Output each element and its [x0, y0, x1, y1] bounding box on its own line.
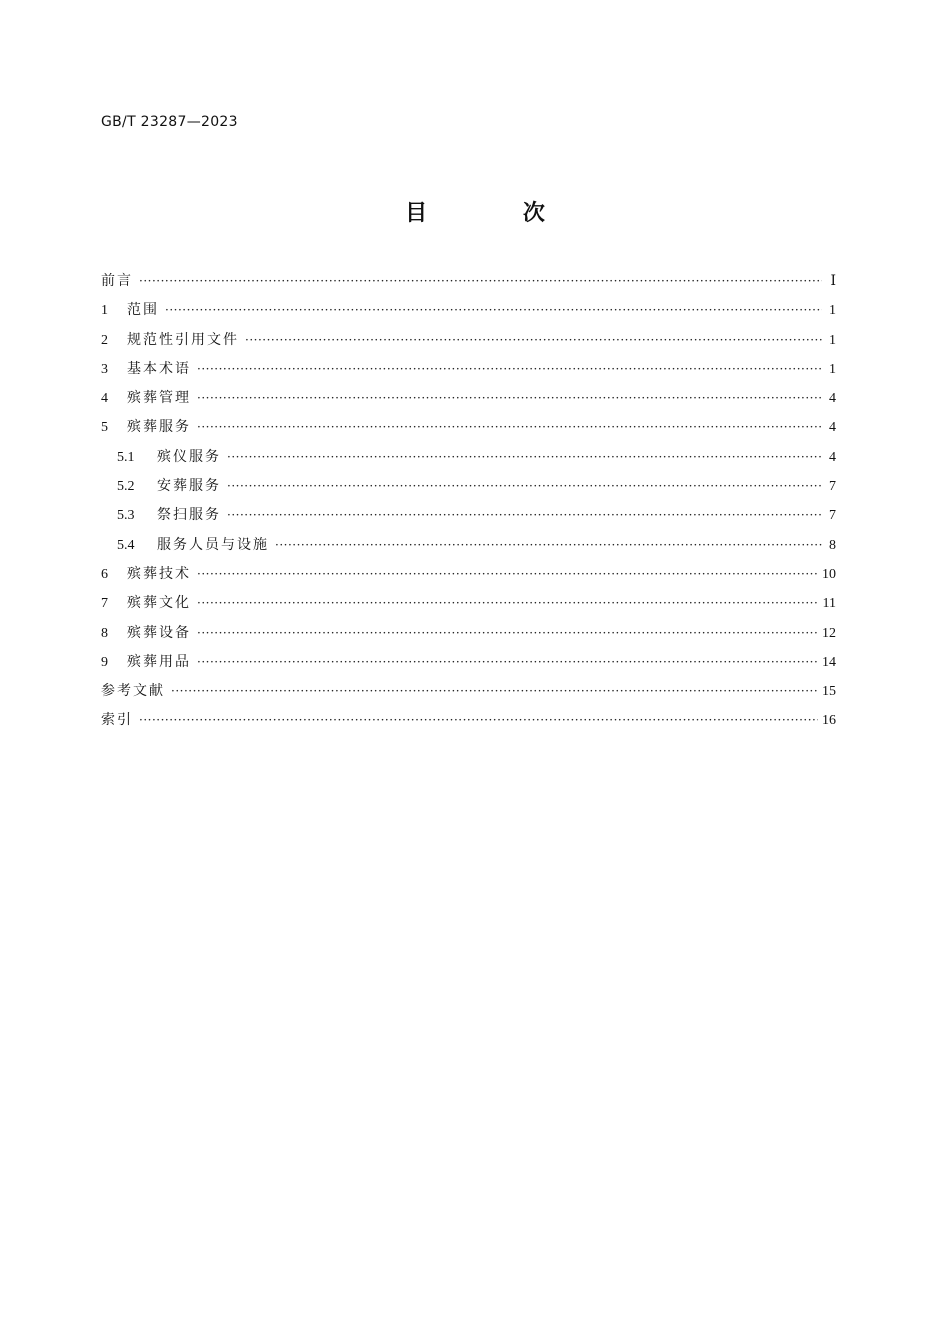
- toc-entry-label: 范围: [127, 302, 159, 319]
- toc-entry-label: 殡葬用品: [127, 653, 191, 670]
- toc-entry-number: 5.3: [117, 508, 135, 524]
- toc-entry-label: 殡葬技术: [127, 565, 191, 582]
- toc-entry-label: 殡葬文化: [127, 595, 191, 612]
- toc-leader-dots: [197, 420, 822, 434]
- toc-entry-label: 祭扫服务: [157, 507, 221, 524]
- toc-entry-page: 1: [829, 361, 836, 377]
- toc-entry-page: 4: [829, 391, 836, 407]
- table-of-contents: [101, 270, 836, 739]
- toc-entry-basic-terms[interactable]: [101, 358, 836, 387]
- toc-entry-label: 殡葬设备: [127, 624, 191, 641]
- toc-entry-service-staff-facilities[interactable]: [101, 534, 836, 563]
- toc-leader-dots: [139, 274, 822, 288]
- toc-leader-dots: [227, 479, 822, 493]
- toc-entry-foreword[interactable]: [101, 270, 836, 299]
- toc-entry-page: 12: [822, 625, 836, 641]
- toc-entry-page: 16: [822, 713, 836, 729]
- toc-entry-page: 7: [829, 508, 836, 524]
- toc-entry-label: 殡葬服务: [127, 419, 191, 436]
- toc-leader-dots: [165, 303, 822, 317]
- toc-leader-dots: [275, 538, 822, 552]
- toc-entry-funeral-technology[interactable]: [101, 563, 836, 592]
- toc-entry-page: 1: [829, 303, 836, 319]
- toc-entry-page: 7: [829, 479, 836, 495]
- toc-entry-index[interactable]: [101, 709, 836, 738]
- toc-leader-dots: [139, 713, 818, 727]
- toc-entry-page: 11: [822, 596, 836, 612]
- toc-entry-page: 14: [822, 654, 836, 670]
- toc-entry-funeral-equipment[interactable]: [101, 622, 836, 651]
- toc-entry-page: 10: [822, 566, 836, 582]
- toc-entry-page: 4: [829, 420, 836, 436]
- toc-entry-bibliography[interactable]: [101, 680, 836, 709]
- toc-entry-normative-references[interactable]: [101, 329, 836, 358]
- toc-leader-dots: [227, 508, 822, 522]
- toc-leader-dots: [227, 450, 822, 464]
- toc-entry-label: 索引: [101, 712, 133, 729]
- toc-leader-dots: [197, 626, 818, 640]
- document-code: GB/T 23287—2023: [101, 114, 238, 130]
- toc-entry-label: 参考文献: [101, 683, 165, 700]
- toc-entry-number: 3: [101, 361, 108, 377]
- toc-entry-number: 5: [101, 420, 108, 436]
- toc-leader-dots: [171, 684, 818, 698]
- toc-entry-funeral-management[interactable]: [101, 387, 836, 416]
- toc-leader-dots: [197, 567, 818, 581]
- toc-entry-number: 5.4: [117, 537, 135, 553]
- toc-entry-page: 4: [829, 449, 836, 465]
- toc-entry-number: 5.1: [117, 449, 135, 465]
- toc-entry-number: 6: [101, 566, 108, 582]
- toc-entry-burial-services[interactable]: [101, 475, 836, 504]
- toc-entry-number: 1: [101, 303, 108, 319]
- toc-entry-label: 前言: [101, 273, 133, 289]
- toc-entry-funeral-supplies[interactable]: [101, 651, 836, 680]
- toc-entry-number: 9: [101, 654, 108, 670]
- toc-entry-number: 8: [101, 625, 108, 641]
- toc-leader-dots: [197, 655, 818, 669]
- toc-entry-page: 15: [822, 684, 836, 700]
- toc-entry-label: 服务人员与设施: [157, 536, 269, 553]
- toc-leader-dots: [197, 391, 822, 405]
- toc-entry-number: 7: [101, 596, 108, 612]
- toc-entry-label: 规范性引用文件: [127, 331, 239, 348]
- toc-leader-dots: [197, 362, 822, 376]
- toc-title: 目 次: [405, 201, 589, 226]
- toc-entry-number: 4: [101, 391, 108, 407]
- toc-entry-number: 5.2: [117, 479, 135, 495]
- toc-entry-page: 8: [829, 537, 836, 553]
- toc-entry-page: 1: [829, 332, 836, 348]
- toc-entry-label: 安葬服务: [157, 478, 221, 495]
- toc-entry-number: 2: [101, 332, 108, 348]
- toc-entry-funeral-services[interactable]: [101, 416, 836, 445]
- toc-entry-funeral-ceremony-services[interactable]: [101, 446, 836, 475]
- toc-leader-dots: [197, 596, 819, 610]
- toc-leader-dots: [245, 333, 822, 347]
- toc-entry-scope[interactable]: [101, 299, 836, 328]
- toc-entry-funeral-culture[interactable]: [101, 592, 836, 621]
- toc-entry-label: 基本术语: [127, 360, 191, 377]
- toc-entry-label: 殡仪服务: [157, 448, 221, 465]
- toc-entry-memorial-services[interactable]: [101, 504, 836, 533]
- toc-entry-page: Ⅰ: [830, 274, 836, 289]
- toc-entry-label: 殡葬管理: [127, 390, 191, 407]
